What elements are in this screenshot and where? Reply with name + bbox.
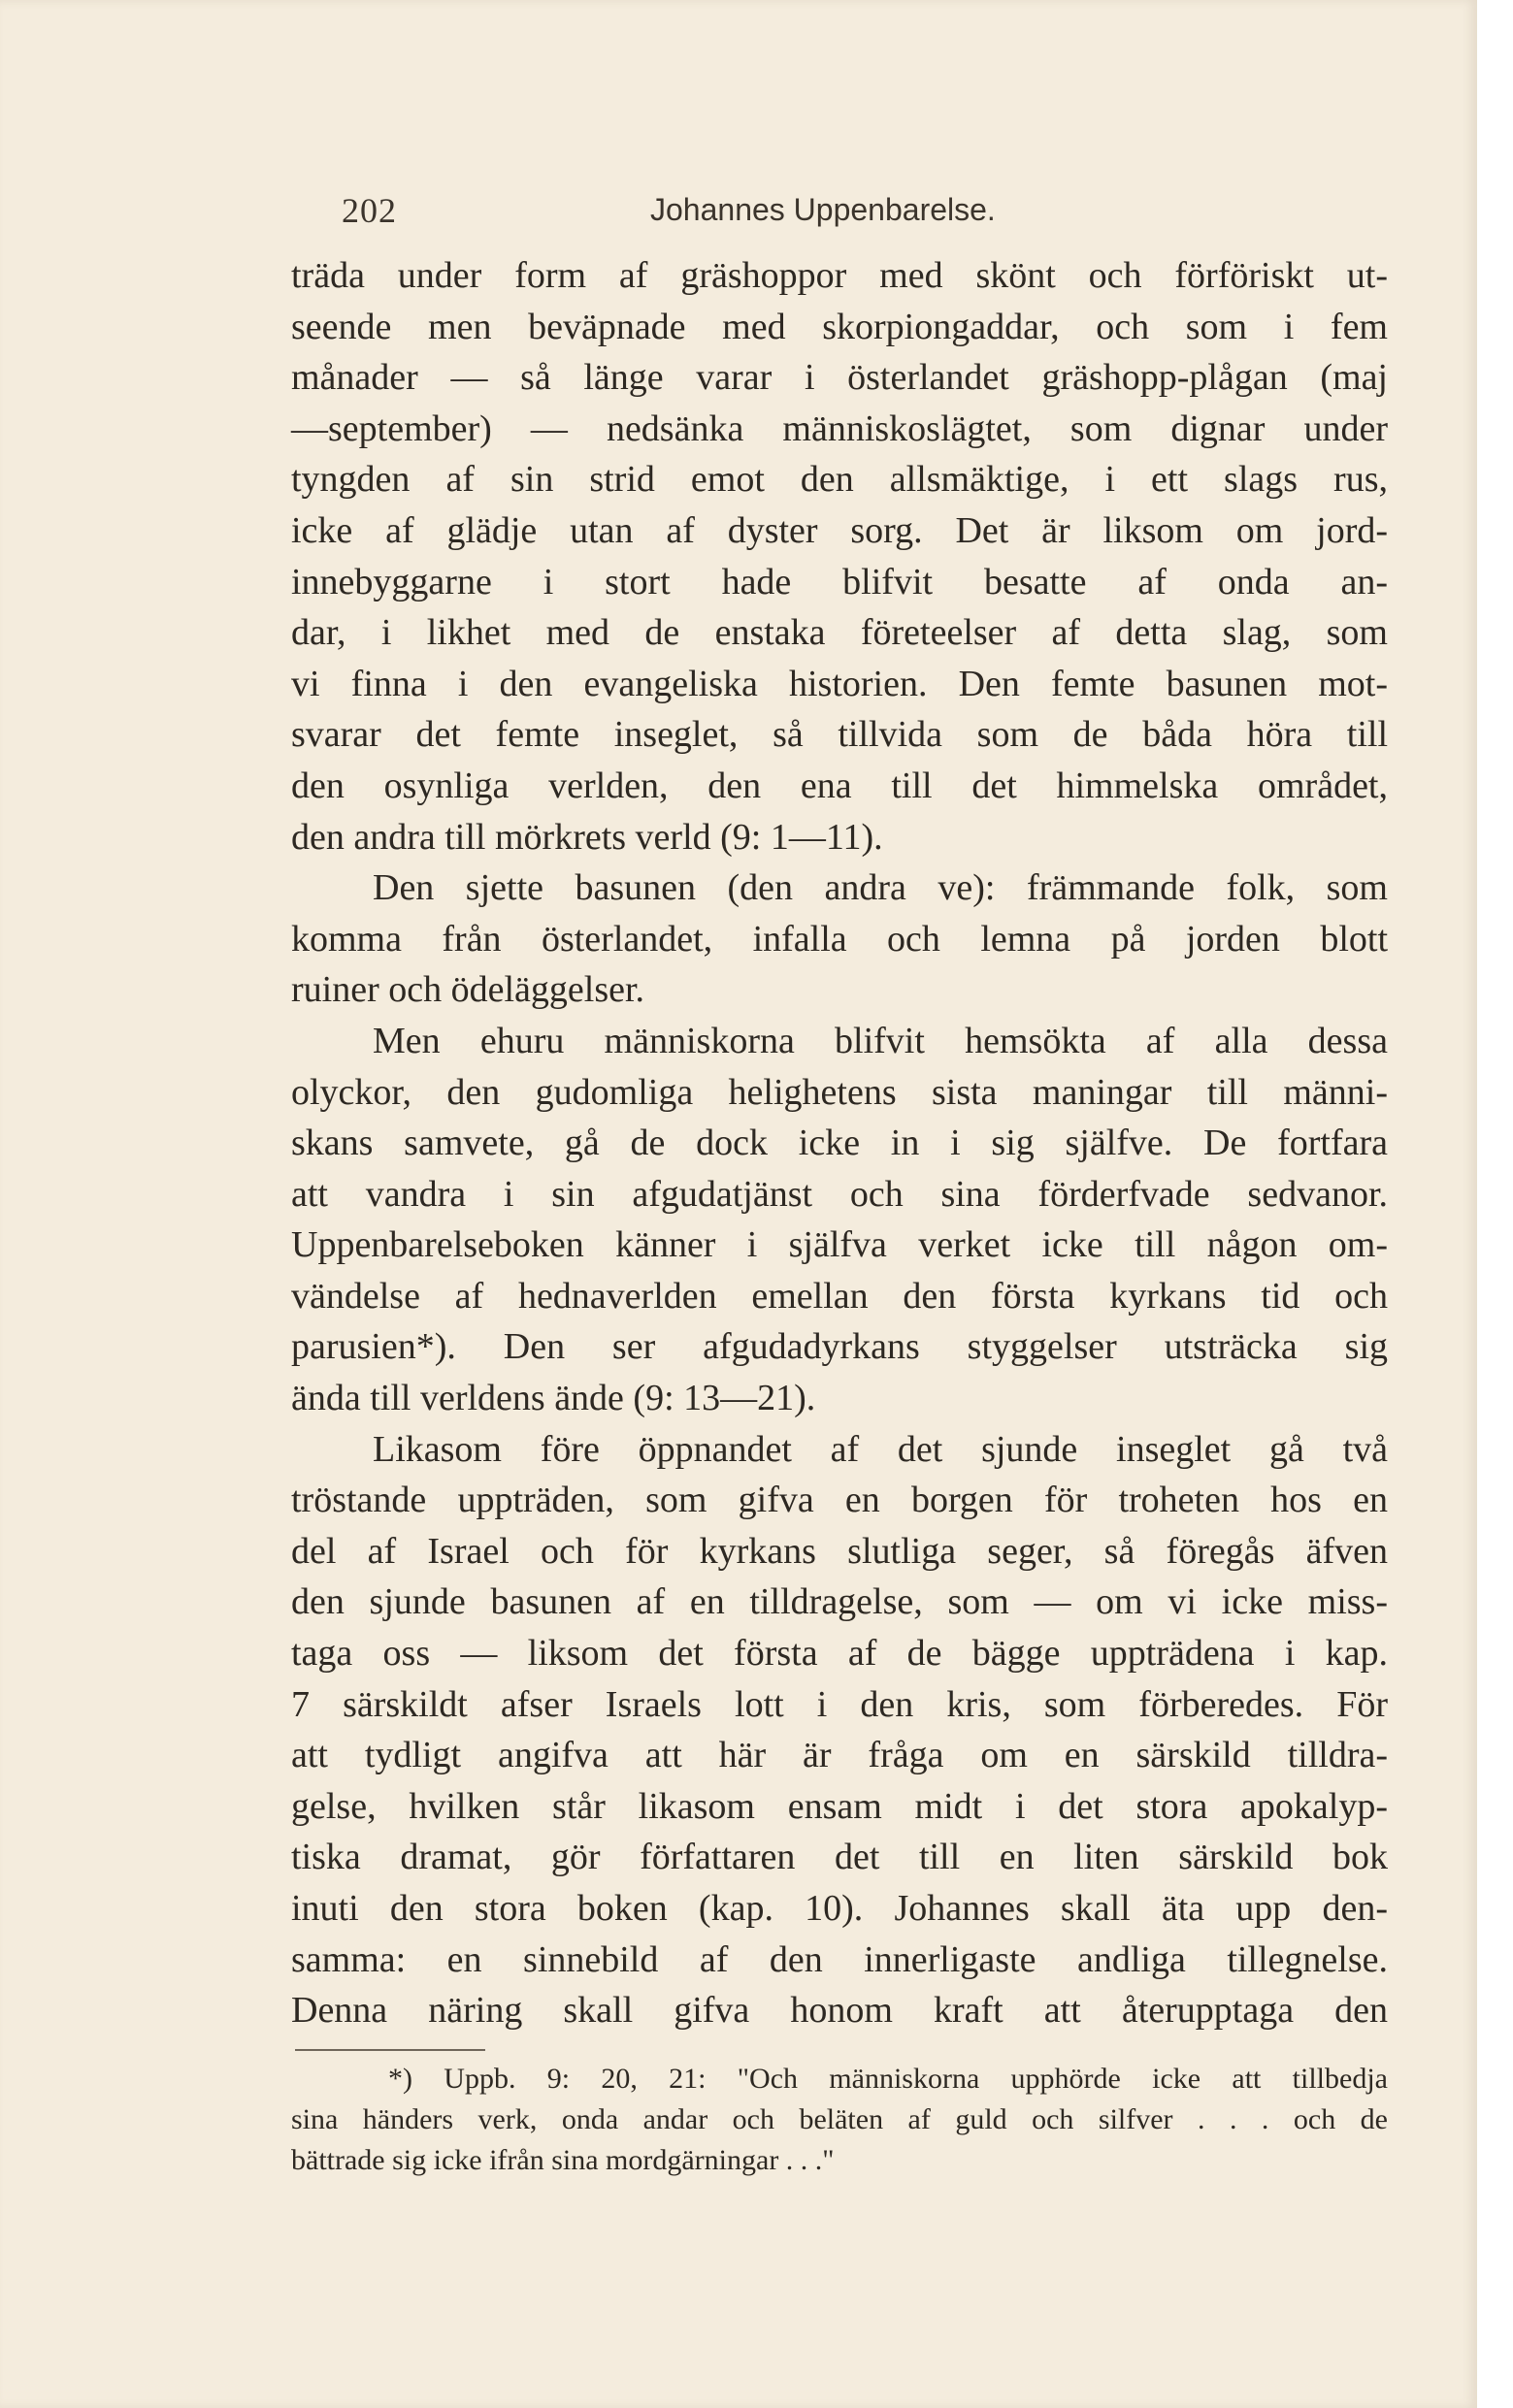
text-line: dar, i likhet med de enstaka företeelser af detta slag, som <box>291 612 1388 654</box>
text-line: 7 särskildt afser Israels lott i den kris, som förberedes. För <box>291 1683 1388 1725</box>
page-margin-edge <box>1477 0 1513 2408</box>
text-line: seende men beväpnade med skorpiongaddar, och som i fem <box>291 306 1388 347</box>
text-line: ända till verldens ände (9: 13—21). <box>291 1378 816 1419</box>
text-line: innebyggarne i stort hade blifvit besatte af onda an- <box>291 561 1388 602</box>
footnote-line: *) Uppb. 9: 20, 21: "Och människorna upphörde icke att tillbedja <box>388 2063 1388 2095</box>
footnote-line: bättrade sig icke ifrån sina mordgärningar . . ." <box>291 2144 835 2176</box>
running-head <box>342 190 1409 239</box>
page-number: 202 <box>342 191 397 230</box>
text-line: Uppenbarelseboken känner i själfva verket icke till någon om- <box>291 1224 1388 1266</box>
text-line: vi finna i den evangeliska historien. Den femte basunen mot- <box>291 663 1388 704</box>
text-line: del af Israel och för kyrkans slutliga seger, så föregås äfven <box>291 1530 1388 1572</box>
text-line: icke af glädje utan af dyster sorg. Det är liksom om jord- <box>291 509 1388 551</box>
text-line: tröstande uppträden, som gifva en borgen för troheten hos en <box>291 1480 1388 1521</box>
text-line: inuti den stora boken (kap. 10). Johannes skall äta upp den- <box>291 1888 1388 1929</box>
text-line: skans samvete, gå de dock icke in i sig själfve. De fortfara <box>291 1123 1388 1164</box>
footnote-divider <box>295 2049 485 2051</box>
text-line: den osynliga verlden, den ena till det himmelska området, <box>291 765 1388 806</box>
text-line: komma från österlandet, infalla och lemna på jorden blott <box>291 918 1388 960</box>
text-line: tyngden af sin strid emot den allsmäktige, i ett slags rus, <box>291 459 1388 501</box>
text-line: gelse, hvilken står likasom ensam midt i det stora apokalyp- <box>291 1785 1388 1827</box>
text-line: vändelse af hednaverlden emellan den första kyrkans tid och <box>291 1275 1388 1317</box>
text-line: att tydligt angifva att här är fråga om en särskild tilldra- <box>291 1735 1388 1776</box>
text-line: träda under form af gräshoppor med skönt och förföriskt ut- <box>291 255 1388 296</box>
text-line: taga oss — liksom det första af de bägge uppträdena i kap. <box>291 1633 1388 1675</box>
text-line: samma: en sinnebild af den innerligaste andliga tillegnelse. <box>291 1938 1388 1980</box>
footnote-line: sina händers verk, onda andar och beläten af guld och silfver . . . och de <box>291 2103 1388 2135</box>
text-line: —september) — nedsänka människoslägtet, som dignar under <box>291 407 1388 449</box>
text-line: Denna näring skall gifva honom kraft att återupptaga den <box>291 1990 1388 2032</box>
text-line: svarar det femte inseglet, så tillvida som de båda höra till <box>291 714 1388 756</box>
text-line: Den sjette basunen (den andra ve): främmande folk, som <box>373 867 1388 909</box>
text-line: olyckor, den gudomliga helighetens sista maningar till männi- <box>291 1071 1388 1113</box>
text-line: parusien*). Den ser afgudadyrkans styggelser utsträcka sig <box>291 1326 1388 1368</box>
text-line: Men ehuru människorna blifvit hemsökta af alla dessa <box>373 1020 1388 1061</box>
text-line: Likasom före öppnandet af det sjunde inseglet gå två <box>373 1428 1388 1470</box>
running-title: Johannes Uppenbarelse. <box>650 192 996 227</box>
text-line: tiska dramat, gör författaren det till en liten särskild bok <box>291 1837 1388 1878</box>
text-line: ruiner och ödeläggelser. <box>291 969 645 1011</box>
body-text <box>291 250 1388 2036</box>
text-line: den andra till mörkrets verld (9: 1—11). <box>291 816 883 858</box>
text-line: månader — så länge varar i österlandet gräshopp-plågan (maj <box>291 357 1388 399</box>
footnote <box>291 2059 1388 2181</box>
text-line: att vandra i sin afgudatjänst och sina förderfvade sedvanor. <box>291 1173 1388 1215</box>
text-line: den sjunde basunen af en tilldragelse, som — om vi icke miss- <box>291 1581 1388 1623</box>
